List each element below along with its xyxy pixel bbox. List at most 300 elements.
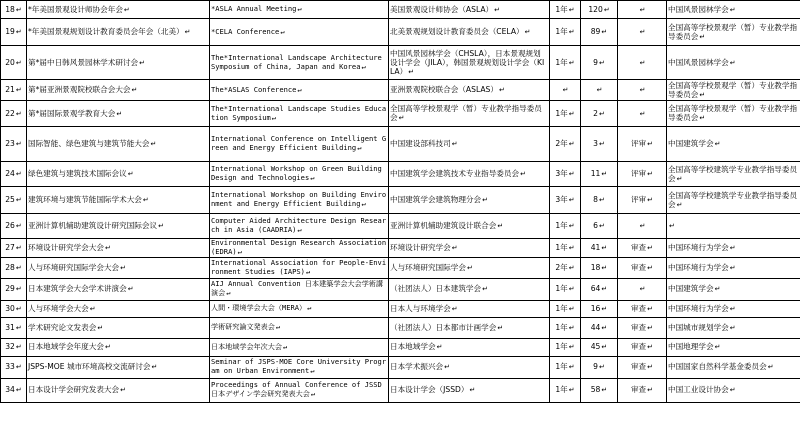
row-number-cell (1, 317, 27, 338)
row-number: 33 (5, 362, 15, 372)
domestic-society: 中国风景园林学会 (668, 57, 729, 67)
period-cell (550, 46, 581, 80)
paragraph-mark: ↵ (275, 323, 281, 332)
organizer: （社团法人）日本建筑学会 (390, 284, 482, 294)
conference-name: 第*届国际景观学教育大会 (28, 108, 116, 118)
row-number-cell (1, 80, 27, 101)
row-number-cell (1, 101, 27, 127)
period-cell (550, 80, 581, 101)
period: 1年 (555, 242, 568, 252)
conference-name-cell (27, 317, 210, 338)
paragraph-mark: ↵ (639, 28, 646, 36)
english-name-cell (210, 80, 389, 101)
paragraph-mark: ↵ (647, 363, 654, 372)
paragraph-mark: ↵ (639, 5, 646, 14)
session-count: 41 (590, 242, 601, 252)
paragraph-mark: ↵ (767, 363, 774, 372)
paragraph-mark: ↵ (601, 263, 608, 272)
row-number: 23 (5, 139, 15, 148)
session-count-cell (581, 127, 618, 162)
session-count: 9 (593, 57, 598, 67)
paragraph-mark: ↵ (297, 85, 302, 94)
paragraph-mark: ↵ (97, 323, 104, 332)
session-count-cell (581, 317, 618, 338)
table-row (1, 80, 800, 101)
review-type: 审查 (630, 262, 647, 272)
paragraph-mark: ↵ (451, 243, 458, 252)
paragraph-mark: ↵ (598, 196, 605, 204)
conference-name: 第*届亚洲景观院校联合会大会 (28, 85, 131, 94)
conference-name: 建筑环境与建筑节能国际学术大会 (28, 195, 142, 204)
review-type-cell (618, 19, 667, 46)
row-number-cell (1, 338, 27, 356)
paragraph-mark: ↵ (568, 386, 575, 395)
session-count-cell (581, 46, 618, 80)
paragraph-mark: ↵ (297, 5, 302, 14)
paragraph-mark: ↵ (131, 86, 138, 94)
paragraph-mark: ↵ (104, 243, 111, 252)
paragraph-mark: ↵ (451, 304, 458, 313)
paragraph-mark: ↵ (699, 90, 706, 99)
paragraph-mark: ↵ (15, 343, 22, 352)
review-type: 审查 (630, 242, 647, 252)
period-cell (550, 338, 581, 356)
organizer: （社团法人）日本都市计画学会 (390, 322, 497, 332)
conference-name-cell (27, 239, 210, 258)
paragraph-mark: ↵ (127, 170, 134, 178)
period: 1年 (555, 284, 568, 294)
table-row (1, 338, 800, 356)
paragraph-mark: ↵ (729, 323, 736, 332)
english-name: International Workshop on Green Building Design and Technologies (211, 164, 382, 182)
conference-name: 国际智能、绿色建筑与建筑节能大会 (28, 139, 150, 148)
period: 1年 (555, 362, 568, 372)
row-number: 20 (5, 57, 15, 67)
row-number: 25 (5, 195, 15, 204)
paragraph-mark: ↵ (482, 196, 488, 204)
row-number-cell (1, 214, 27, 239)
conference-name-cell (27, 257, 210, 278)
english-name-cell (210, 257, 389, 278)
paragraph-mark: ↵ (310, 367, 315, 376)
english-name-cell (210, 317, 389, 338)
paragraph-mark: ↵ (729, 263, 736, 272)
row-number: 27 (5, 242, 15, 252)
paragraph-mark: ↵ (116, 109, 123, 118)
conference-name-cell (27, 46, 210, 80)
session-count-cell (581, 300, 618, 317)
paragraph-mark: ↵ (568, 263, 575, 272)
paragraph-mark: ↵ (598, 363, 605, 372)
organizer-cell (389, 317, 550, 338)
row-number-cell (1, 127, 27, 162)
organizer: 中国风景园林学会（CHSLA），日本景观规划设计学会（JILA），韩国景观规划设计学会（KILA） (390, 48, 545, 76)
domestic-society: 全国高等学校建筑学专业教学指导委员会 (668, 190, 798, 209)
session-count-cell (581, 214, 618, 239)
organizer: 亚洲景观院校联合会（ASLAS） (390, 85, 498, 94)
table-row (1, 278, 800, 300)
session-count-cell (581, 187, 618, 214)
paragraph-mark: ↵ (127, 285, 134, 294)
english-name: Proceedings of Annual Conference of JSSD 日本デザイン学会研究発表大会 (211, 380, 382, 399)
english-name-cell (210, 127, 389, 162)
period: 3年 (555, 169, 568, 178)
organizer-cell (389, 378, 550, 402)
conference-name: 人与环境学会大会 (28, 303, 89, 313)
english-name: 学術研究論文発表会 (211, 322, 275, 332)
paragraph-mark: ↵ (568, 28, 575, 36)
paragraph-mark: ↵ (497, 222, 504, 230)
period: 2年 (555, 262, 568, 272)
period-cell (550, 101, 581, 127)
english-name-cell (210, 356, 389, 378)
review-type-cell (618, 257, 667, 278)
session-count: 58 (590, 385, 601, 395)
session-count-cell (581, 378, 618, 402)
paragraph-mark: ↵ (568, 170, 575, 178)
english-name-cell (210, 300, 389, 317)
conference-name: 日本建筑学会大会学术讲演会 (28, 284, 127, 294)
conference-name: 绿色建筑与建筑技术国际会议 (28, 169, 127, 178)
paragraph-mark: ↵ (568, 58, 575, 67)
organizer-cell (389, 46, 550, 80)
paragraph-mark: ↵ (444, 363, 451, 372)
paragraph-mark: ↵ (120, 263, 126, 272)
review-type-cell (618, 378, 667, 402)
paragraph-mark: ↵ (150, 140, 157, 148)
period: 1年 (555, 342, 568, 352)
row-number: 21 (5, 85, 15, 94)
organizer: 环境设计研究学会 (390, 242, 451, 252)
review-type: 审查 (630, 385, 647, 395)
paragraph-mark: ↵ (120, 386, 126, 395)
period-cell (550, 127, 581, 162)
paragraph-mark: ↵ (307, 304, 312, 313)
review-type-cell (618, 1, 667, 19)
paragraph-mark: ↵ (639, 58, 646, 67)
row-number: 31 (5, 322, 15, 332)
review-type: 审查 (630, 322, 647, 332)
english-name: *CELA Conference (211, 26, 280, 36)
conference-name: 环境设计研究学会大会 (28, 242, 104, 252)
paragraph-mark: ↵ (15, 263, 22, 272)
table-row (1, 46, 800, 80)
session-count: 9 (593, 362, 598, 372)
paragraph-mark: ↵ (568, 222, 575, 230)
conference-name: 日本设计学会研究发表大会 (28, 385, 120, 395)
domestic-society: 中国工业设计协会 (668, 385, 729, 395)
review-type: 评审 (630, 195, 647, 204)
period: 1年 (555, 322, 568, 332)
paragraph-mark: ↵ (601, 323, 608, 332)
organizer-cell (389, 101, 550, 127)
review-type-cell (618, 46, 667, 80)
english-name: Seminar of JSPS-MOE Core University Program on Urban Environment (211, 357, 387, 376)
paragraph-mark: ↵ (639, 285, 646, 294)
english-name: The*ASLAS Conference (211, 84, 297, 94)
paragraph-mark: ↵ (497, 323, 504, 332)
period: 2年 (555, 139, 568, 148)
paragraph-mark: ↵ (596, 86, 603, 94)
paragraph-mark: ↵ (282, 342, 288, 351)
english-name-cell (210, 378, 389, 402)
organizer-cell (389, 162, 550, 187)
paragraph-mark: ↵ (601, 285, 608, 294)
session-count: 89 (590, 27, 601, 36)
paragraph-mark: ↵ (714, 343, 721, 352)
domestic-society-cell (667, 338, 800, 356)
paragraph-mark: ↵ (15, 86, 22, 94)
paragraph-mark: ↵ (568, 285, 575, 294)
paragraph-mark: ↵ (142, 196, 149, 204)
english-name-cell (210, 1, 389, 19)
row-number: 32 (5, 342, 15, 352)
paragraph-mark: ↵ (647, 343, 654, 352)
period-cell (550, 162, 581, 187)
row-number: 34 (5, 385, 15, 395)
domestic-society-cell (667, 300, 800, 317)
conference-name-cell (27, 19, 210, 46)
paragraph-mark: ↵ (310, 174, 315, 182)
paragraph-mark: ↵ (408, 67, 415, 76)
period-cell (550, 278, 581, 300)
session-count: 64 (590, 284, 601, 294)
domestic-society: 全国高等学校建筑学专业教学指导委员会 (668, 164, 798, 183)
domestic-society-cell (667, 278, 800, 300)
paragraph-mark: ↵ (647, 386, 654, 395)
paragraph-mark: ↵ (729, 386, 736, 395)
paragraph-mark: ↵ (237, 247, 242, 256)
organizer-cell (389, 257, 550, 278)
row-number: 30 (5, 303, 15, 313)
paragraph-mark: ↵ (647, 196, 654, 204)
session-count-cell (581, 239, 618, 258)
paragraph-mark: ↵ (639, 222, 646, 230)
paragraph-mark: ↵ (568, 304, 575, 313)
english-name-cell (210, 214, 389, 239)
paragraph-mark: ↵ (15, 386, 22, 395)
paragraph-mark: ↵ (639, 109, 646, 118)
row-number: 19 (5, 27, 15, 36)
english-name: International Workshop on Building Environment and Energy Efficient Building (211, 190, 387, 208)
paragraph-mark: ↵ (669, 222, 675, 230)
domestic-society: 全国高等学校景观学（暂）专业教学指导委员会 (668, 104, 798, 122)
english-name: 日本地域学会年次大会 (211, 341, 282, 351)
session-count-cell (581, 101, 618, 127)
organizer: 美国景观设计师协会（ASLA） (390, 4, 494, 14)
domestic-society-cell (667, 356, 800, 378)
period: 1年 (555, 385, 568, 395)
english-name-cell (210, 101, 389, 127)
paragraph-mark: ↵ (562, 86, 569, 94)
organizer-cell (389, 239, 550, 258)
review-type-cell (618, 80, 667, 101)
domestic-society-cell (667, 239, 800, 258)
organizer: 日本地域学会 (390, 342, 436, 352)
conference-name-cell (27, 338, 210, 356)
paragraph-mark: ↵ (15, 323, 22, 332)
period-cell (550, 356, 581, 378)
paragraph-mark: ↵ (469, 386, 476, 395)
domestic-society-cell (667, 257, 800, 278)
paragraph-mark: ↵ (714, 285, 721, 294)
session-count-cell (581, 356, 618, 378)
row-number-cell (1, 19, 27, 46)
paragraph-mark: ↵ (524, 28, 531, 36)
table-row (1, 257, 800, 278)
period: 3年 (555, 195, 568, 204)
session-count-cell (581, 19, 618, 46)
paragraph-mark: ↵ (601, 343, 608, 352)
paragraph-mark: ↵ (729, 5, 736, 14)
period-cell (550, 239, 581, 258)
organizer: 日本人与环境学会 (390, 303, 451, 313)
paragraph-mark: ↵ (568, 5, 575, 14)
paragraph-mark: ↵ (15, 5, 22, 14)
english-name: International Association for People-Environment Studies (IAPS) (211, 257, 387, 276)
paragraph-mark: ↵ (647, 304, 654, 313)
paragraph-mark: ↵ (647, 170, 654, 178)
domestic-society: 全国高等学校景观学（暂）专业教学指导委员会 (668, 22, 798, 41)
period-cell (550, 214, 581, 239)
domestic-society-cell (667, 127, 800, 162)
paragraph-mark: ↵ (361, 200, 366, 208)
table-row (1, 101, 800, 127)
paragraph-mark: ↵ (598, 140, 605, 148)
paragraph-mark: ↵ (15, 304, 22, 313)
paragraph-mark: ↵ (601, 170, 608, 178)
domestic-society: 中国城市规划学会 (668, 322, 729, 332)
conference-name-cell (27, 378, 210, 402)
paragraph-mark: ↵ (15, 222, 22, 230)
table-row (1, 356, 800, 378)
paragraph-mark: ↵ (568, 343, 575, 352)
domestic-society: 中国风景园林学会 (668, 4, 729, 14)
paragraph-mark: ↵ (15, 363, 22, 372)
paragraph-mark: ↵ (184, 28, 191, 36)
paragraph-mark: ↵ (15, 58, 22, 67)
conference-name-cell (27, 101, 210, 127)
conference-name-cell (27, 214, 210, 239)
domestic-society-cell (667, 46, 800, 80)
conference-name-cell (27, 1, 210, 19)
english-name: The*International Landscape Studies Education Symposium (211, 103, 387, 122)
domestic-society: 中国环境行为学会 (668, 262, 729, 272)
paragraph-mark: ↵ (398, 114, 405, 122)
review-type-cell (618, 162, 667, 187)
organizer-cell (389, 80, 550, 101)
paragraph-mark: ↵ (714, 140, 721, 148)
row-number-cell (1, 239, 27, 258)
review-type-cell (618, 300, 667, 317)
organizer-cell (389, 127, 550, 162)
period: 1年 (555, 4, 568, 14)
paragraph-mark: ↵ (104, 343, 111, 352)
organizer-cell (389, 187, 550, 214)
paragraph-mark: ↵ (15, 285, 22, 294)
paragraph-mark: ↵ (676, 174, 683, 183)
paragraph-mark: ↵ (466, 263, 473, 272)
english-name-cell (210, 338, 389, 356)
paragraph-mark: ↵ (15, 140, 22, 148)
table-row (1, 162, 800, 187)
session-count-cell (581, 1, 618, 19)
domestic-society-cell (667, 1, 800, 19)
table-row (1, 214, 800, 239)
review-type-cell (618, 278, 667, 300)
review-type: 审查 (630, 303, 647, 313)
conference-name-cell (27, 80, 210, 101)
english-name-cell (210, 46, 389, 80)
organizer: 亚洲计算机辅助建筑设计联合会 (390, 221, 497, 230)
session-count: 44 (590, 322, 601, 332)
review-type: 评审 (630, 169, 647, 178)
paragraph-mark: ↵ (436, 343, 443, 352)
paragraph-mark: ↵ (151, 363, 158, 372)
organizer-cell (389, 278, 550, 300)
review-type: 审查 (630, 342, 647, 352)
period: 1年 (555, 303, 568, 313)
row-number: 24 (5, 169, 15, 178)
review-type-cell (618, 187, 667, 214)
paragraph-mark: ↵ (357, 144, 362, 152)
domestic-society-cell (667, 101, 800, 127)
paragraph-mark: ↵ (568, 363, 575, 372)
domestic-society: 中国建筑学会 (668, 284, 714, 294)
review-type-cell (618, 317, 667, 338)
conference-name: *年美国景观规划设计教育委员会年会（北美） (28, 27, 184, 36)
paragraph-mark: ↵ (647, 243, 654, 252)
domestic-society: 中国环境行为学会 (668, 242, 729, 252)
row-number-cell (1, 356, 27, 378)
row-number: 26 (5, 221, 15, 230)
organizer: 全国高等学校景观学（暂）专业教学指导委员会 (390, 104, 542, 122)
domestic-society: 全国高等学校景观学（暂）专业教学指导委员会 (668, 80, 798, 99)
paragraph-mark: ↵ (310, 390, 316, 399)
table-row (1, 317, 800, 338)
session-count: 2 (593, 108, 598, 118)
conference-name: 亚洲计算机辅助建筑设计研究国际会议 (28, 221, 158, 230)
conference-name-cell (27, 127, 210, 162)
paragraph-mark: ↵ (598, 222, 605, 230)
conference-name: JSPS-MOE 城市环境高校交流研讨会 (28, 362, 151, 372)
table-row (1, 127, 800, 162)
session-count-cell (581, 338, 618, 356)
organizer: 日本设计学会（JSSD） (390, 385, 469, 395)
domestic-society: 中国建筑学会 (668, 139, 714, 148)
conference-name: *年美国景观设计师协会年会 (28, 4, 123, 14)
session-count-cell (581, 80, 618, 101)
row-number-cell (1, 187, 27, 214)
period-cell (550, 300, 581, 317)
conference-name: 人与环境研究国际学会大会 (28, 262, 120, 272)
table-row (1, 187, 800, 214)
paragraph-mark: ↵ (568, 140, 575, 148)
conference-name-cell (27, 356, 210, 378)
review-type-cell (618, 338, 667, 356)
english-name: 人間・環境学会大会（MERA） (211, 303, 307, 313)
paragraph-mark: ↵ (729, 304, 736, 313)
domestic-society: 中国地理学会 (668, 342, 714, 352)
period-cell (550, 317, 581, 338)
english-name-cell (210, 239, 389, 258)
period-cell (550, 19, 581, 46)
row-number: 22 (5, 108, 15, 118)
paragraph-mark: ↵ (139, 58, 145, 67)
table-row (1, 239, 800, 258)
paragraph-mark: ↵ (15, 109, 22, 118)
review-type-cell (618, 239, 667, 258)
